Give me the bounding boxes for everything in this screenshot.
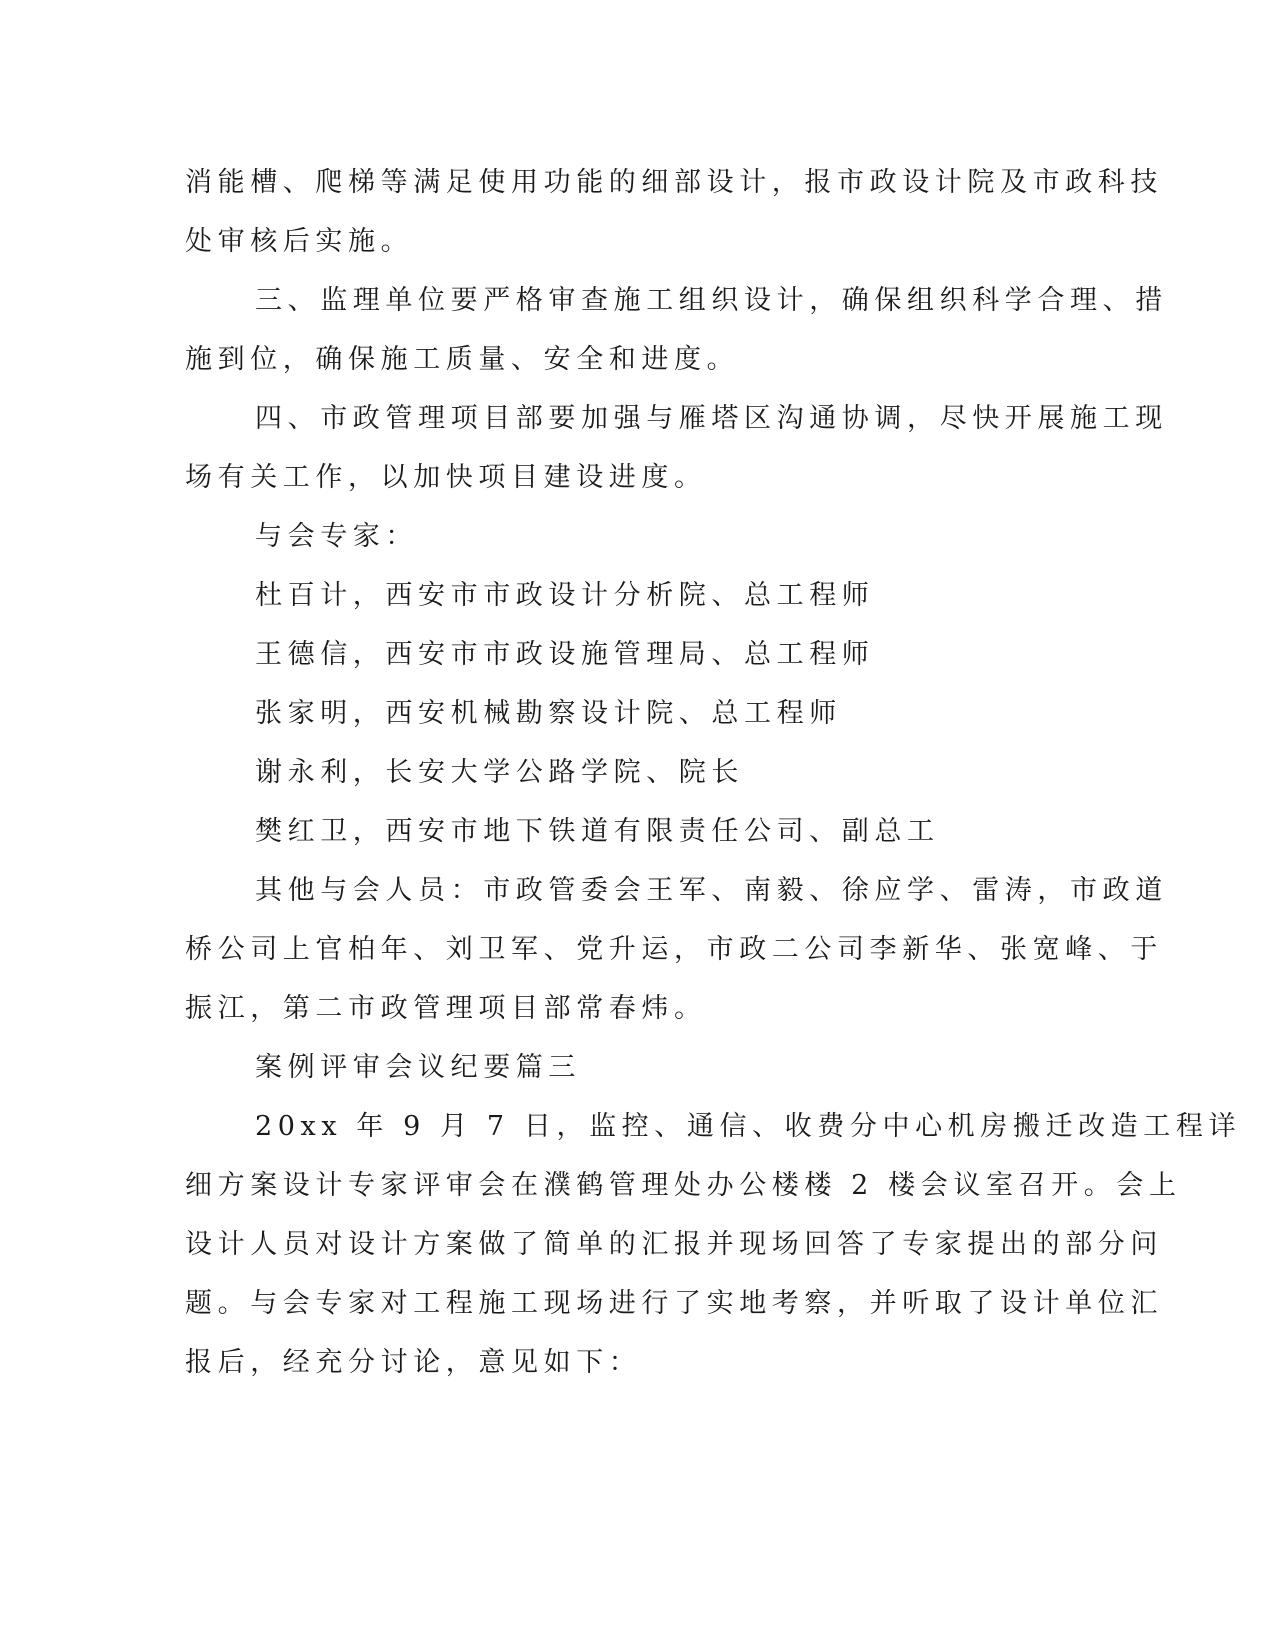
document-body xyxy=(185,160,1242,1399)
paragraph-line: 三、监理单位要严格审查施工组织设计，确保组织科学合理、措 xyxy=(255,285,1168,316)
paragraph-line: 处审核后实施。 xyxy=(185,226,414,257)
paragraph-line: 四、市政管理项目部要加强与雁塔区沟通协调，尽快开展施工现 xyxy=(255,403,1168,434)
section-title: 案例评审会议纪要篇三 xyxy=(255,1052,581,1083)
expert-entry: 樊红卫，西安市地下铁道有限责任公司、副总工 xyxy=(255,816,940,847)
paragraph-line: 消能槽、爬梯等满足使用功能的细部设计，报市政设计院及市政科技 xyxy=(185,167,1163,198)
experts-heading: 与会专家： xyxy=(255,521,418,552)
paragraph-line: 报后，经充分讨论，意见如下： xyxy=(185,1347,642,1378)
expert-entry: 王德信，西安市市政设施管理局、总工程师 xyxy=(255,639,875,670)
paragraph-line: 振江，第二市政管理项目部常春炜。 xyxy=(185,993,707,1024)
expert-entry: 杜百计，西安市市政设计分析院、总工程师 xyxy=(255,580,875,611)
paragraph-line: 施到位，确保施工质量、安全和进度。 xyxy=(185,344,740,375)
paragraph-line: 细方案设计专家评审会在濮鹤管理处办公楼楼 2 楼会议室召开。会上 xyxy=(185,1170,1182,1201)
paragraph-line: 场有关工作，以加快项目建设进度。 xyxy=(185,462,707,493)
expert-entry: 张家明，西安机械勘察设计院、总工程师 xyxy=(255,698,842,729)
paragraph-line: 其他与会人员：市政管委会王军、南毅、徐应学、雷涛，市政道 xyxy=(255,875,1168,906)
expert-entry: 谢永利，长安大学公路学院、院长 xyxy=(255,757,744,788)
paragraph-line: 桥公司上官柏年、刘卫军、党升运，市政二公司李新华、张宽峰、于 xyxy=(185,934,1163,965)
paragraph-line: 20xx 年 9 月 7 日，监控、通信、收费分中心机房搬迁改造工程详 xyxy=(255,1111,1242,1142)
paragraph-line: 题。与会专家对工程施工现场进行了实地考察，并听取了设计单位汇 xyxy=(185,1288,1163,1319)
paragraph-line: 设计人员对设计方案做了简单的汇报并现场回答了专家提出的部分问 xyxy=(185,1229,1163,1260)
